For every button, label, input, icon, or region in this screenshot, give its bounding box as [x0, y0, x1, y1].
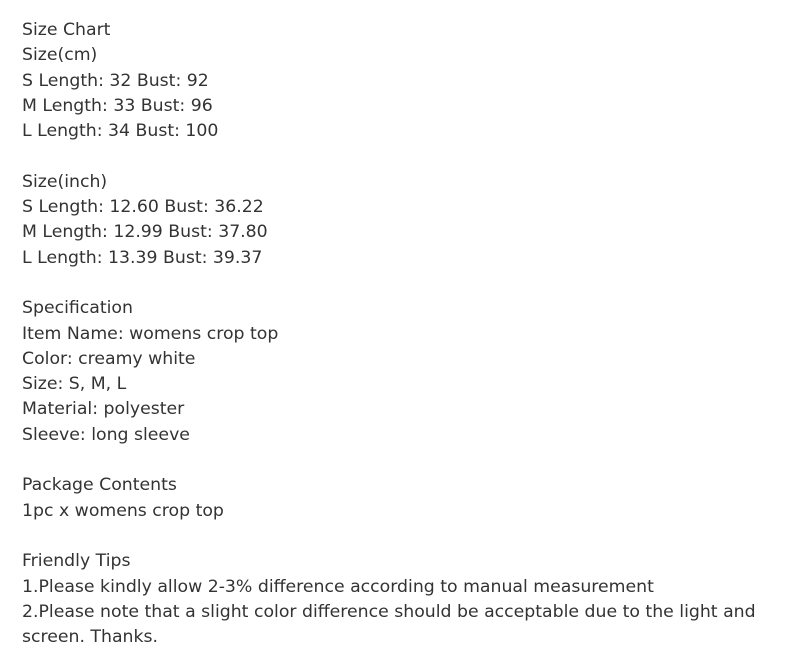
size-cm-heading: Size(cm) [22, 45, 98, 66]
friendly-tips-heading: Friendly Tips [22, 551, 131, 572]
package-contents-heading: Package Contents [22, 475, 177, 496]
size-cm-row-s: S Length: 32 Bust: 92 [22, 70, 209, 91]
spec-size: Size: S, M, L [22, 374, 127, 395]
friendly-tips-section [22, 549, 770, 650]
specification-section [22, 296, 770, 448]
size-chart-cm-section [22, 18, 770, 144]
tip-measurement: 1.Please kindly allow 2-3% difference according to manual measurement [22, 576, 654, 597]
size-cm-row-l: L Length: 34 Bust: 100 [22, 121, 219, 142]
size-inch-row-s: S Length: 12.60 Bust: 36.22 [22, 197, 264, 218]
size-chart-title: Size Chart [22, 20, 111, 40]
package-item: 1pc x womens crop top [22, 500, 224, 521]
size-inch-heading: Size(inch) [22, 171, 108, 192]
specification-heading: Specification [22, 298, 133, 319]
spec-material: Material: polyester [22, 399, 185, 420]
spec-item-name: Item Name: womens crop top [22, 323, 279, 344]
size-inch-row-l: L Length: 13.39 Bust: 39.37 [22, 247, 263, 268]
package-contents-section [22, 473, 770, 524]
spec-color: Color: creamy white [22, 348, 196, 369]
tip-color-difference: 2.Please note that a slight color difference should be acceptable due to the light and screen. Thanks. [22, 601, 756, 648]
spec-sleeve: Sleeve: long sleeve [22, 424, 190, 445]
size-inch-row-m: M Length: 12.99 Bust: 37.80 [22, 222, 268, 243]
size-chart-inch-section [22, 170, 770, 271]
size-cm-row-m: M Length: 33 Bust: 96 [22, 95, 213, 116]
